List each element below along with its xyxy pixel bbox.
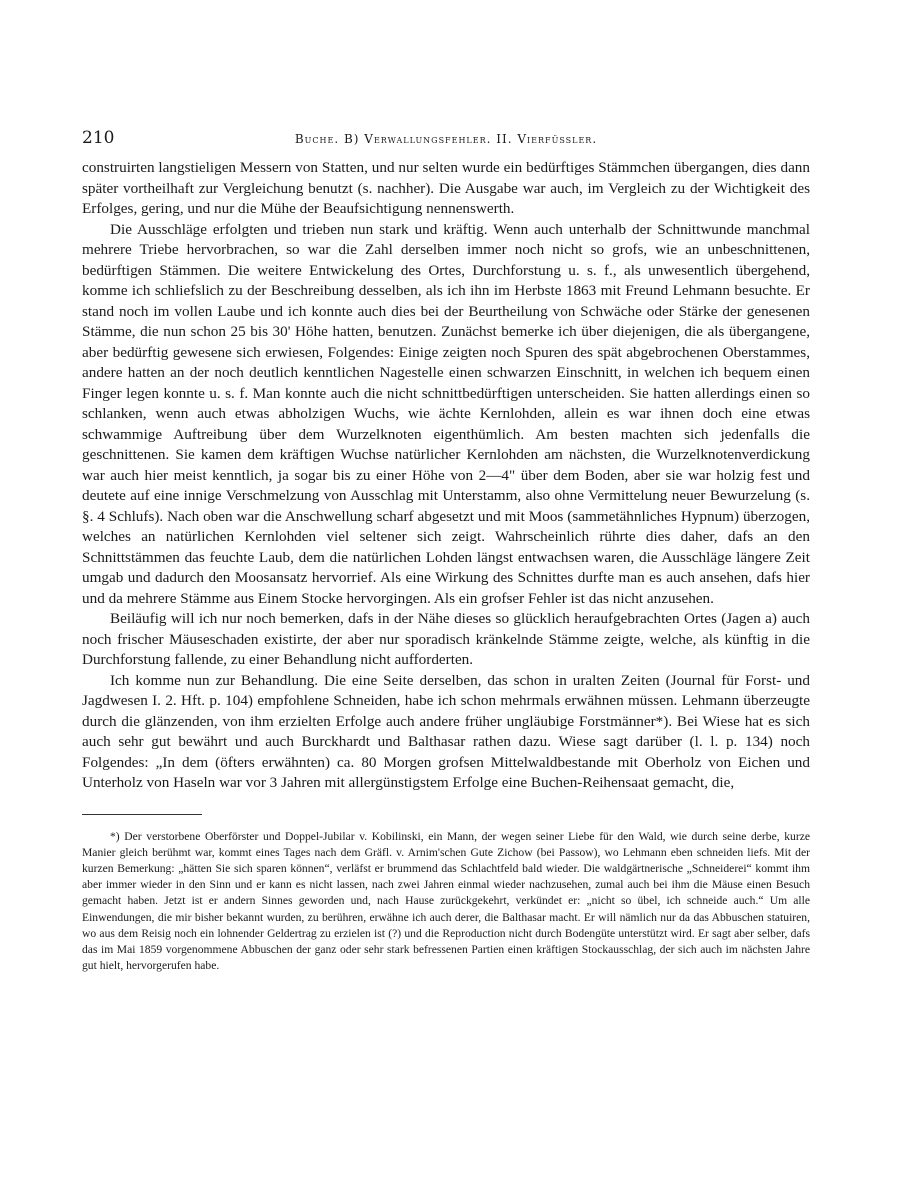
body-text xyxy=(82,158,810,794)
paragraph: Beiläufig will ich nur noch bemerken, dafs in der Nähe dieses so glücklich heraufgebrachten Ortes (Jagen a) auch noch frischer Mäuseschaden existirte, der aber nur sporadisch kränkelnde Stämme zeigte, welche, als künftig in die Durchforstung fallende, zu einer Behandlung nicht aufforderten. xyxy=(82,610,810,668)
page-number: 210 xyxy=(82,128,115,148)
footnote-divider xyxy=(82,814,202,815)
running-title: Buche. B) Verwallungsfehler. II. Vierfüssler. xyxy=(294,132,598,146)
paragraph: Ich komme nun zur Behandlung. Die eine Seite derselben, das schon in uralten Zeiten (Journal für Forst- und Jagdwesen I. 2. Hft. p. 104) empfohlene Schneiden, habe ich schon mehrmals erwähnen müssen. Lehmann überzeugte durch die glänzenden, von ihm erzielten Erfolge auch andere früher ungläubige Forstmänner*). Bei Wiese hat es sich auch sehr gut bewährt und auch Burckhardt und Balthasar rathen dazu. Wiese sagt darüber (l. l. p. 134) noch Folgendes: „In dem (öfters erwähnten) ca. 80 Morgen grofsen Mittelwaldbestande mit Oberholz von Eichen und Unterholz von Haseln war vor 3 Jahren mit allergünstigstem Erfolge eine Buchen-Reihensaat gemacht, die, xyxy=(82,671,810,791)
footnote-text: *) Der verstorbene Oberförster und Doppel-Jubilar v. Kobilinski, ein Mann, der wegen seiner Liebe für den Wald, wie durch seine derbe, kurze Manier gleich berühmt war, kommt eines Tages nach dem Gräfl. v. Arnim'schen Gute Zichow (bei Passow), wo Lehmann eben schneiden liefs. Mit der kurzen Bemerkung: „hätten Sie sich sparen können“, verläfst er brummend das Schlachtfeld bald wieder. Die waldgärtnerische „Schneiderei“ kommt ihm aber immer wieder in den Sinn und er kann es nicht lassen, nach zwei Jahren einmal wieder nachzusehen, zumal auch bei ihm die Mäuse einen Besuch gemacht haben. Jetzt ist er andern Sinnes geworden und, nach Hause zurückgekehrt, verkündet er: „nicht so übel, ich schneide auch.“ Um alle Einwendungen, die mir bisher bekannt wurden, zu berühren, erwähne ich auch derer, die Balthasar macht. Er will nämlich nur da das Abbuschen statuiren, wo aus dem Reisig noch ein lohnender Geldertrag zu erzielen ist (?) und die Reproduction nicht durch Bodengüte unterstützt wird. Er sagt aber selber, dafs das im Mai 1859 vorgenommene Abbuschen der ganz oder sehr stark befressenen Partien einen kräftigen Stockausschlag, der sich auch im nächsten Jahre gut hielt, hervorgerufen habe. xyxy=(82,829,810,973)
paragraph: construirten langstieligen Messern von Statten, und nur selten wurde ein bedürftiges Stämmchen übergangen, dies dann später vortheilhaft zur Vergleichung benutzt (s. nachher). Die Ausgabe war auch, im Vergleich zu der Wichtigkeit des Erfolges, gering, und nur die Mühe der Beaufsichtigung nennenswerth. xyxy=(82,159,810,217)
page-header xyxy=(82,128,810,158)
paragraph: Die Ausschläge erfolgten und trieben nun stark und kräftig. Wenn auch unterhalb der Schnittwunde manchmal mehrere Triebe hervorbrachen, so war die Zahl derselben immer noch nicht so grofs, wie an unbeschnittenen, bedürftigen Stämmen. Die weitere Entwickelung des Ortes, Durchforstung u. s. f., als unwesentlich übergehend, komme ich schliefslich zu der Beschreibung desselben, als ich ihn im Herbste 1863 mit Freund Lehmann besuchte. Er stand noch im vollen Laube und ich konnte auch dies bei der Beurtheilung von Schwäche oder Stärke der genesenen Stämme, die nun schon 25 bis 30' Höhe hatten, benutzen. Zunächst bemerke ich über diejenigen, die als übergangene, aber bedürftig gewesene sich erwiesen, Folgendes: Einige zeigten noch Spuren des spät abgebrochenen Oberstammes, andere hatten an der noch deutlich kenntlichen Nagestelle einen schwarzen Einschnitt, in welchen ich bequem einen Finger legen konnte u. s. f. Man konnte auch die nicht schnittbedürftigen unterscheiden. Sie hatten allerdings einen so schlanken, wenn auch etwas abholzigen Wuchs, wie ächte Kernlohden, allein es war ihnen doch eine etwas schwammige Auftreibung über dem Wurzelknoten eigenthümlich. Am besten machten sich jedenfalls die geschnittenen. Sie kamen dem kräftigen Wuchse natürlicher Kernlohden am nächsten, die Wurzelknotenverdickung war auch hier meist kenntlich, ja sogar bis zu einer Höhe von 2—4" über dem Boden, aber sie war holzig fest und deutete auf eine innige Verschmelzung von Ausschlag mit Unterstamm, also ohne Vermittelung neuer Bewurzelung (s. §. 4 Schlufs). Nach oben war die Anschwellung scharf abgesetzt und mit Moos (sammetähnliches Hypnum) überzogen, welches an natürlichen Kernlohden viel seltener sich zeigt. Wahrscheinlich rührte dies daher, dafs an den Schnittstämmen das feuchte Laub, dem die natürlichen Lohden längst entwachsen waren, die Ausschläge längere Zeit umgab und dadurch den Moosansatz hervorrief. Als eine Wirkung des Schnittes durfte man es auch ansehen, dafs hier und da mehrere Stämme aus Einem Stocke hervorgingen. Als ein grofser Fehler ist das nicht anzusehen. xyxy=(82,220,810,607)
footnote xyxy=(82,829,810,975)
book-page xyxy=(82,128,810,974)
